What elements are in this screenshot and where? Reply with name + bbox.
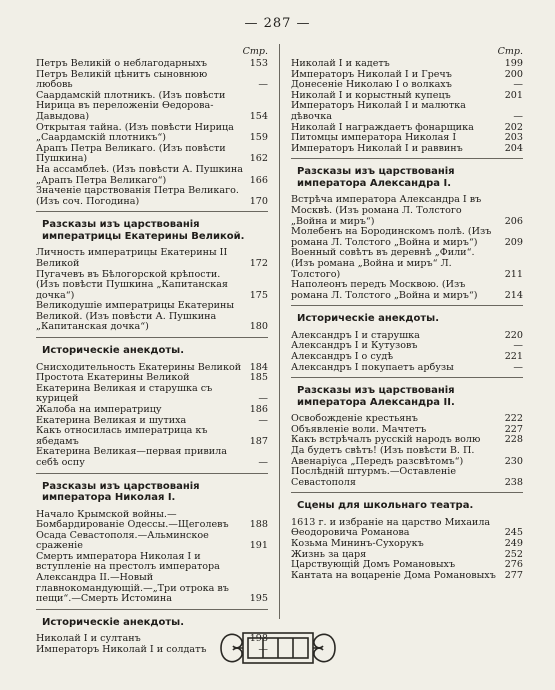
entry-title: Великодушіе императрицы Екатерины Великой. (Изъ повѣсти А. Пушкина „Капитанская дочка“) <box>36 300 235 333</box>
section-rule <box>36 337 268 338</box>
section-rule <box>291 377 523 378</box>
toc-entry <box>36 510 268 531</box>
section-rule <box>36 473 268 474</box>
entry-title: Царствующій Домъ Романовыхъ <box>291 559 456 571</box>
entry-title: Екатерина Великая и шутиха <box>36 414 187 426</box>
entry-title: Императоръ Николай I и малютка дѣвочка <box>291 100 466 122</box>
entry-page: 228 <box>504 434 523 446</box>
entry-title: Императоръ Николай I и солдатъ <box>36 643 207 655</box>
toc-entry <box>291 539 523 550</box>
entry-title: 1613 г. и избраніе на царство Михаила Ѳеодоровича Романова <box>291 516 491 539</box>
entry-page: 153 <box>249 58 268 69</box>
toc-entry <box>291 518 523 539</box>
toc-entry <box>36 552 268 605</box>
toc-entry <box>36 301 268 333</box>
entry-title: Александръ I и Кутузовъ <box>291 340 418 352</box>
entry-title: Начало Крымской войны.—Бомбардированіе Одессы.—Щеголевъ <box>36 508 229 531</box>
section-heading: Разсказы изъ царствованія императора Александра II. <box>297 385 455 408</box>
toc-entry <box>291 467 523 488</box>
entry-title: Снисходительность Екатерины Великой <box>36 361 242 373</box>
entry-page: — <box>513 110 523 122</box>
toc-entry <box>291 144 523 155</box>
entry-page: 159 <box>249 132 268 144</box>
entry-title: Николай I и султанъ <box>36 633 141 645</box>
entry-title: Александръ I и старушка <box>291 329 420 341</box>
section-heading: Сцены для школьнаго театра. <box>297 500 474 512</box>
entry-title: Объявленіе воли. Мачтетъ <box>291 423 427 435</box>
entry-title: Арапъ Петра Великаго. (Изъ повѣсти Пушкина) <box>36 142 226 165</box>
entry-page: 277 <box>504 569 523 581</box>
entry-page: 166 <box>249 174 268 186</box>
page-column-label: Стр. <box>242 46 268 57</box>
entry-title: Донесеніе Николаю I о волкахъ <box>291 79 452 91</box>
entry-title: Петръ Великій цѣнитъ сыновнюю любовь <box>36 68 208 91</box>
toc-entry <box>36 59 268 70</box>
entry-page: 175 <box>249 289 268 301</box>
entry-title: Пугачевъ въ Бѣлогорской крѣпости. (Изъ повѣсти Пушкина „Капитанская дочка“) <box>36 268 228 301</box>
toc-list-left <box>36 59 268 656</box>
entry-page: 249 <box>504 538 523 549</box>
entry-title: Императоръ Николай I и раввинъ <box>291 142 463 154</box>
toc-entry <box>36 123 268 144</box>
toc-entry <box>36 405 268 416</box>
toc-entry <box>291 363 523 374</box>
entry-title: Петръ Великій о неблагодарныхъ <box>36 58 207 69</box>
ornament-icon <box>213 625 343 671</box>
entry-title: Военный совѣтъ въ деревнѣ „Фили“. (Изъ романа „Война и миръ“ Л. Толстого) <box>291 247 475 280</box>
entry-title: Николай I награждаетъ фонарщика <box>291 121 474 133</box>
entry-page: 162 <box>249 153 268 165</box>
entry-page: 195 <box>249 593 268 605</box>
entry-title: Да будетъ свѣтъ! (Изъ повѣсти В. П. Авенаріуса „Передъ разсвѣтомъ“) <box>291 444 475 467</box>
column-divider <box>279 44 280 619</box>
entry-title: Послѣдній штурмъ.—Оставленіе Севастополя <box>291 466 457 488</box>
entry-title: Николай I и кадетъ <box>291 58 390 69</box>
section-heading: Разсказы изъ царствованія императрицы Екатерины Великой. <box>42 219 245 242</box>
section-heading: Историческіе анекдоты. <box>42 616 184 628</box>
entry-page: 214 <box>504 289 523 301</box>
toc-entry <box>291 248 523 280</box>
entry-title: Александръ I покупаетъ арбузы <box>291 361 454 373</box>
toc-list-right <box>291 59 523 581</box>
entry-page: 276 <box>504 559 523 571</box>
entry-page: — <box>258 456 268 468</box>
toc-entry <box>291 352 523 363</box>
toc-entry <box>291 59 523 70</box>
entry-page: 200 <box>504 68 523 80</box>
entry-page: 211 <box>504 268 523 280</box>
entry-title: Николай I и корыстный купецъ <box>291 89 451 101</box>
section-rule <box>291 158 523 159</box>
toc-entry <box>291 446 523 467</box>
entry-page: 203 <box>504 132 523 144</box>
entry-page: 222 <box>504 413 523 425</box>
section-heading: Разсказы изъ царствованія императора Александра I. <box>297 166 455 189</box>
toc-entry <box>291 101 523 122</box>
entry-title: Кантата на воцареніе Дома Романовыхъ <box>291 569 496 581</box>
entry-page: — <box>258 79 268 91</box>
entry-title: Саардамскій плотникъ. (Изъ повѣсти Нирица въ переложеніи Ѳедорова-Давыдова) <box>36 89 226 122</box>
entry-page: 238 <box>504 476 523 488</box>
entry-page: 202 <box>504 121 523 133</box>
page-column-label: Стр. <box>497 46 523 57</box>
toc-entry <box>36 531 268 552</box>
entry-title: Наполеонъ передъ Москвою. (Изъ романа Л. Толстого „Война и миръ“) <box>291 279 478 301</box>
entry-page: — <box>258 414 268 426</box>
section-rule <box>291 305 523 306</box>
toc-entry <box>36 384 268 405</box>
entry-title: Жалоба на императрицу <box>36 403 162 415</box>
toc-entry <box>291 280 523 301</box>
toc-column-right <box>291 47 523 581</box>
entry-page: 186 <box>249 403 268 415</box>
entry-page: 184 <box>249 361 268 373</box>
entry-page: 204 <box>504 142 523 154</box>
entry-title: Какъ относилась императрица къ ябедамъ <box>36 425 208 447</box>
toc-entry <box>36 165 268 186</box>
entry-page: 154 <box>249 110 268 122</box>
section-rule <box>36 211 268 212</box>
toc-entry <box>36 186 268 207</box>
entry-title: Жизнь за царя <box>291 548 367 560</box>
toc-entry <box>291 571 523 582</box>
toc-column-left <box>36 47 268 656</box>
section-heading: Разсказы изъ царствованія императора Николая I. <box>42 480 200 503</box>
entry-title: Осада Севастополя.—Альминское сраженіе <box>36 529 209 552</box>
entry-title: Смерть императора Николая I и вступленіе на престолъ императора Александра II.—Новый главнокомандующій.—„Три отрока въ пещи“.—Смерть Истомина <box>36 550 229 605</box>
section-heading: Историческіе анекдоты. <box>297 313 439 325</box>
entry-title: Личность императрицы Екатерины II Великой <box>36 247 228 269</box>
toc-entry <box>36 447 268 468</box>
entry-page: 252 <box>504 548 523 560</box>
entry-page: 230 <box>504 455 523 467</box>
page-number: — 287 — <box>244 16 311 31</box>
toc-entry <box>36 70 268 91</box>
entry-page: — <box>258 393 268 405</box>
entry-title: Питомцы императора Николая I <box>291 132 457 144</box>
section-rule <box>36 609 268 610</box>
toc-entry <box>36 91 268 123</box>
entry-title: Екатерина Великая и старушка съ курицей <box>36 382 213 405</box>
entry-page: — <box>513 340 523 352</box>
entry-page: 199 <box>504 58 523 69</box>
entry-title: Козьма Мининъ-Сухорукъ <box>291 538 424 549</box>
entry-page: 245 <box>504 527 523 539</box>
entry-title: Александръ I о судѣ <box>291 350 394 362</box>
entry-title: На ассамблеѣ. (Изъ повѣсти А. Пушкина „Арапъ Петра Великаго“) <box>36 163 243 186</box>
entry-page: 187 <box>249 435 268 447</box>
entry-page: 172 <box>249 257 268 269</box>
entry-title: Императоръ Николай I и Гречъ <box>291 68 452 80</box>
entry-title: Екатерина Великая—первая привила себѣ оспу <box>36 446 227 468</box>
toc-entry <box>36 426 268 447</box>
entry-title: Открытая тайна. (Изъ повѣсти Нирица „Саардамскій плотникъ“) <box>36 121 234 144</box>
entry-page: 180 <box>249 321 268 333</box>
entry-page: 221 <box>504 350 523 362</box>
entry-page: 191 <box>249 540 268 552</box>
entry-page: 188 <box>249 519 268 531</box>
entry-title: Значеніе царствованія Петра Великаго. (Изъ соч. Погодина) <box>36 185 239 207</box>
entry-page: — <box>513 79 523 91</box>
entry-page: 201 <box>504 89 523 101</box>
entry-page: — <box>258 643 268 655</box>
section-heading: Историческіе анекдоты. <box>42 345 184 357</box>
toc-entry <box>291 195 523 227</box>
toc-entry <box>36 248 268 269</box>
entry-title: Освобожденіе крестьянъ <box>291 413 418 425</box>
entry-title: Молебенъ на Бородинскомъ полѣ. (Изъ романа Л. Толстого „Война и миръ“) <box>291 226 492 248</box>
entry-page: 198 <box>249 633 268 645</box>
toc-entry <box>291 227 523 248</box>
entry-page: 185 <box>249 372 268 384</box>
section-rule <box>291 492 523 493</box>
toc-entry <box>36 144 268 165</box>
entry-page: 220 <box>504 329 523 341</box>
entry-title: Простота Екатерины Великой <box>36 372 190 384</box>
entry-page: 170 <box>249 195 268 207</box>
entry-page: 206 <box>504 215 523 227</box>
entry-page: 227 <box>504 423 523 435</box>
toc-entry <box>36 270 268 302</box>
entry-page: — <box>513 361 523 373</box>
entry-page: 209 <box>504 236 523 248</box>
entry-title: Встрѣча императора Александра I въ Москвѣ. (Изъ романа Л. Толстого „Война и миръ“) <box>291 194 482 227</box>
entry-title: Какъ встрѣчалъ русскій народъ волю <box>291 434 481 446</box>
